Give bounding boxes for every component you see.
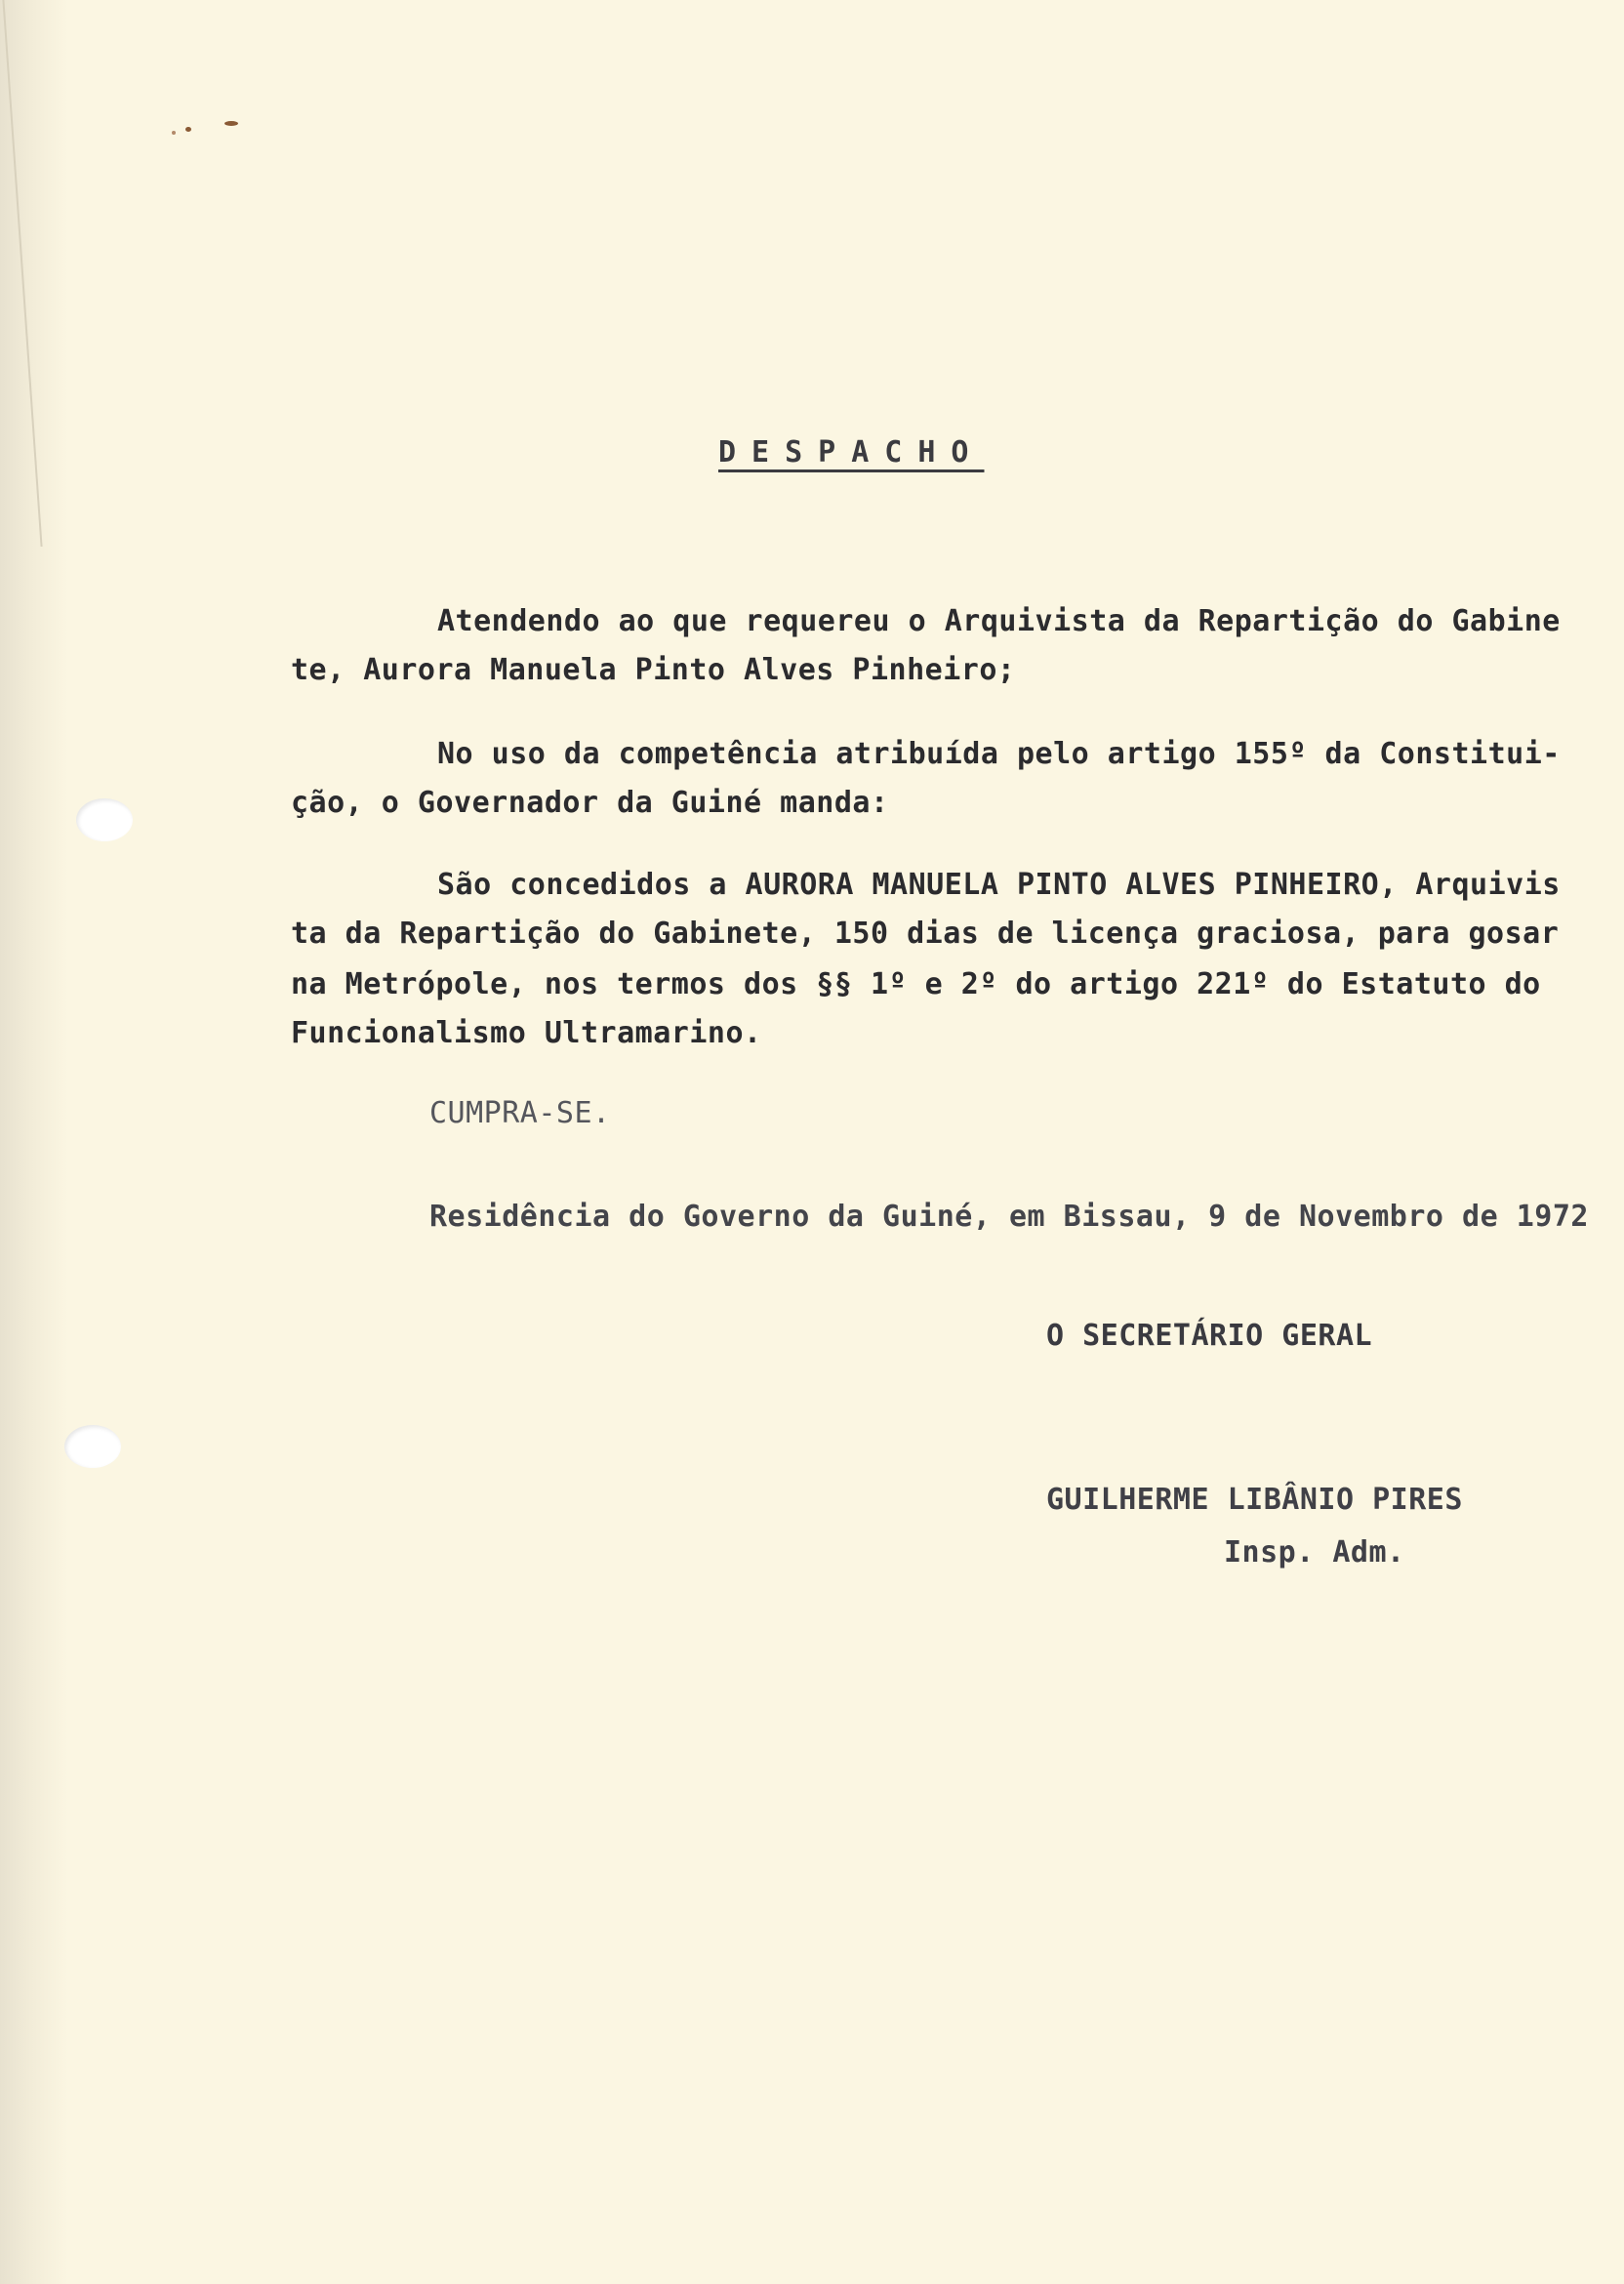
paragraph1-line1: Atendendo ao que requereu o Arquivista da Repartição do Gabine <box>437 604 1561 638</box>
paragraph3-line2: ta da Repartição do Gabinete, 150 dias de licença graciosa, para gosar <box>291 917 1560 951</box>
signature-title: O SECRETÁRIO GERAL <box>1046 1319 1373 1353</box>
signature-name: GUILHERME LIBÂNIO PIRES <box>1046 1483 1463 1517</box>
punch-hole-bottom <box>64 1425 121 1468</box>
paper-speck <box>224 121 238 126</box>
page-edge-shadow <box>0 0 68 2284</box>
paragraph3-line3: na Metrópole, nos termos dos §§ 1º e 2º do artigo 221º do Estatuto do <box>291 967 1541 1001</box>
closing-text: CUMPRA-SE. <box>429 1096 611 1130</box>
paragraph2-line2: ção, o Governador da Guiné manda: <box>291 786 889 820</box>
paragraph3-line4: Funcionalismo Ultramarino. <box>291 1016 762 1050</box>
place-date: Residência do Governo da Guiné, em Bissau, 9 de Novembro de 1972 <box>429 1200 1589 1234</box>
paragraph2-line1: No uso da competência atribuída pelo artigo 155º da Constitui- <box>437 737 1561 771</box>
signature-role: Insp. Adm. <box>1224 1535 1405 1570</box>
paper-speck <box>185 127 191 132</box>
punch-hole-top <box>76 798 133 841</box>
paper-speck <box>172 131 176 135</box>
paragraph1-line2: te, Aurora Manuela Pinto Alves Pinheiro; <box>291 653 1016 687</box>
paragraph3-line1: São concedidos a AURORA MANUELA PINTO ALVES PINHEIRO, Arquivis <box>437 868 1561 902</box>
document-title: DESPACHO <box>718 435 985 469</box>
